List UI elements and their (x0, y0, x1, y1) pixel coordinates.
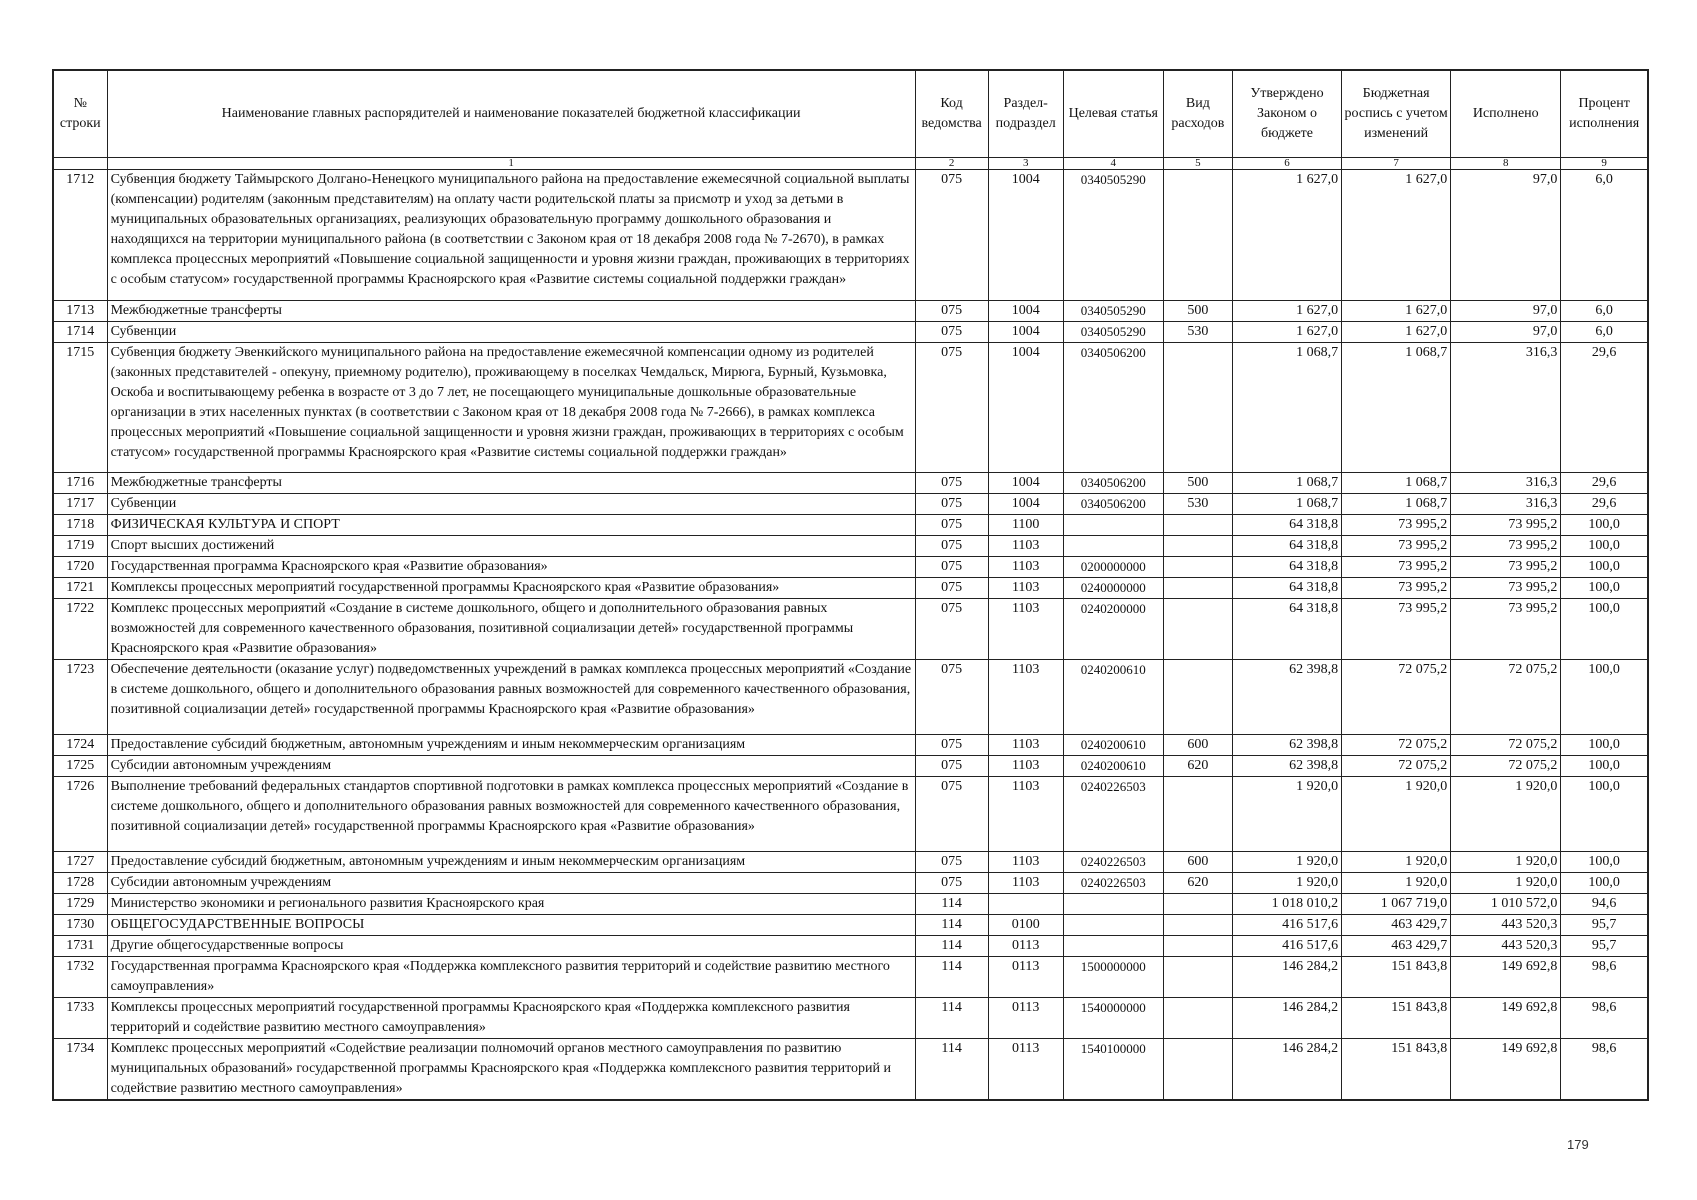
row-number: 1725 (53, 756, 107, 777)
executed-amount: 73 995,2 (1451, 536, 1561, 557)
approved-amount: 1 627,0 (1232, 300, 1341, 321)
executed-amount: 73 995,2 (1451, 515, 1561, 536)
execution-percent: 95,7 (1561, 936, 1648, 957)
execution-percent: 6,0 (1561, 170, 1648, 301)
table-row (53, 852, 1648, 873)
table-row (53, 342, 1648, 473)
executed-amount: 443 520,3 (1451, 915, 1561, 936)
department-code: 114 (915, 915, 988, 936)
executed-amount: 97,0 (1451, 321, 1561, 342)
budget-schedule-amount: 1 920,0 (1342, 852, 1451, 873)
section-code: 1103 (988, 735, 1063, 756)
approved-amount: 146 284,2 (1232, 1039, 1341, 1101)
approved-amount: 62 398,8 (1232, 735, 1341, 756)
approved-amount: 146 284,2 (1232, 998, 1341, 1039)
target-article (1063, 915, 1163, 936)
execution-percent: 94,6 (1561, 894, 1648, 915)
row-name: Государственная программа Красноярского края «Поддержка комплексного развития территорий и содействие развитию местного самоуправления» (107, 957, 915, 998)
expense-type: 620 (1163, 873, 1232, 894)
row-name: Комплекс процессных мероприятий «Создание в системе дошкольного, общего и дополнительного образования равных возможностей для современного качественного образования, позитивной социализации детей» государственной программы Красноярского края «Развитие образования» (107, 599, 915, 660)
section-code: 1103 (988, 777, 1063, 852)
executed-amount: 97,0 (1451, 300, 1561, 321)
approved-amount: 1 068,7 (1232, 342, 1341, 473)
row-name: Субсидии автономным учреждениям (107, 756, 915, 777)
section-code: 1103 (988, 660, 1063, 735)
row-number: 1733 (53, 998, 107, 1039)
budget-schedule-amount: 1 068,7 (1342, 473, 1451, 494)
budget-schedule-amount: 73 995,2 (1342, 599, 1451, 660)
executed-amount: 72 075,2 (1451, 735, 1561, 756)
row-number: 1726 (53, 777, 107, 852)
column-number: 1 (107, 158, 915, 170)
row-number: 1729 (53, 894, 107, 915)
department-code: 114 (915, 1039, 988, 1101)
budget-schedule-amount: 1 627,0 (1342, 170, 1451, 301)
section-code: 0113 (988, 936, 1063, 957)
column-number: 7 (1342, 158, 1451, 170)
execution-percent: 29,6 (1561, 494, 1648, 515)
section-code: 1004 (988, 342, 1063, 473)
target-article: 0240200610 (1063, 756, 1163, 777)
target-article: 1540100000 (1063, 1039, 1163, 1101)
row-number: 1715 (53, 342, 107, 473)
column-number: 6 (1232, 158, 1341, 170)
table-row (53, 536, 1648, 557)
approved-amount: 416 517,6 (1232, 915, 1341, 936)
budget-schedule-amount: 1 068,7 (1342, 494, 1451, 515)
column-number (53, 158, 107, 170)
table-row (53, 321, 1648, 342)
section-code (988, 894, 1063, 915)
expense-type: 600 (1163, 852, 1232, 873)
department-code: 075 (915, 170, 988, 301)
department-code: 075 (915, 735, 988, 756)
approved-amount: 62 398,8 (1232, 660, 1341, 735)
execution-percent: 98,6 (1561, 1039, 1648, 1101)
header-executed: Исполнено (1451, 70, 1561, 158)
header-target-article: Целевая статья (1063, 70, 1163, 158)
executed-amount: 72 075,2 (1451, 756, 1561, 777)
expense-type (1163, 894, 1232, 915)
table-row (53, 1039, 1648, 1101)
budget-schedule-amount: 1 627,0 (1342, 300, 1451, 321)
page-number: 179 (1567, 1137, 1589, 1152)
target-article: 1540000000 (1063, 998, 1163, 1039)
executed-amount: 316,3 (1451, 473, 1561, 494)
execution-percent: 100,0 (1561, 873, 1648, 894)
column-number: 4 (1063, 158, 1163, 170)
row-name: Предоставление субсидий бюджетным, автономным учреждениям и иным некоммерческим организациям (107, 852, 915, 873)
department-code: 075 (915, 321, 988, 342)
budget-execution-table (52, 69, 1649, 1101)
table-row (53, 957, 1648, 998)
table-row (53, 894, 1648, 915)
target-article: 0240200000 (1063, 599, 1163, 660)
row-name: Министерство экономики и регионального развития Красноярского края (107, 894, 915, 915)
executed-amount: 149 692,8 (1451, 957, 1561, 998)
row-number: 1713 (53, 300, 107, 321)
section-code: 1103 (988, 557, 1063, 578)
target-article: 0340505290 (1063, 170, 1163, 301)
execution-percent: 98,6 (1561, 957, 1648, 998)
budget-schedule-amount: 463 429,7 (1342, 936, 1451, 957)
column-number: 5 (1163, 158, 1232, 170)
section-code: 1103 (988, 578, 1063, 599)
row-name: Субвенции (107, 321, 915, 342)
executed-amount: 1 920,0 (1451, 873, 1561, 894)
execution-percent: 6,0 (1561, 300, 1648, 321)
target-article: 0240226503 (1063, 873, 1163, 894)
section-code: 1103 (988, 536, 1063, 557)
department-code: 075 (915, 473, 988, 494)
row-number: 1717 (53, 494, 107, 515)
row-name: Межбюджетные трансферты (107, 300, 915, 321)
table-row (53, 578, 1648, 599)
approved-amount: 1 627,0 (1232, 170, 1341, 301)
row-name: Другие общегосударственные вопросы (107, 936, 915, 957)
row-name: Субвенция бюджету Таймырского Долгано-Ненецкого муниципального района на предоставление ежемесячной социальной выплаты (компенсации) родителям (законным представителям) на оплату части родительской платы за присмотр и уход за детьми в муниципальных образовательных организациях, реализующих образовательную программу дошкольного образования и находящихся на территории муниципального района (в соответствии с Законом края от 18 декабря 2008 года № 7-2670), в рамках комплекса процессных мероприятий «Повышение социальной защищенности и уровня жизни граждан, проживающих в территориях с особым статусом» государственной программы Красноярского края «Развитие системы социальной поддержки граждан» (107, 170, 915, 301)
section-code: 1004 (988, 300, 1063, 321)
row-name: Спорт высших достижений (107, 536, 915, 557)
department-code: 075 (915, 536, 988, 557)
department-code: 075 (915, 342, 988, 473)
expense-type (1163, 915, 1232, 936)
approved-amount: 416 517,6 (1232, 936, 1341, 957)
row-number: 1727 (53, 852, 107, 873)
approved-amount: 146 284,2 (1232, 957, 1341, 998)
row-name: Комплекс процессных мероприятий «Содействие реализации полномочий органов местного самоуправления по развитию муниципальных образований» государственной программы Красноярского края «Поддержка комплексного развития территорий и содействие развитию местного самоуправления» (107, 1039, 915, 1101)
approved-amount: 1 920,0 (1232, 852, 1341, 873)
expense-type: 500 (1163, 300, 1232, 321)
header-percent: Процент исполнения (1561, 70, 1648, 158)
expense-type (1163, 998, 1232, 1039)
row-name: ФИЗИЧЕСКАЯ КУЛЬТУРА И СПОРТ (107, 515, 915, 536)
table-row (53, 557, 1648, 578)
approved-amount: 1 920,0 (1232, 777, 1341, 852)
table-row (53, 300, 1648, 321)
approved-amount: 64 318,8 (1232, 557, 1341, 578)
department-code: 114 (915, 998, 988, 1039)
column-number: 2 (915, 158, 988, 170)
row-name: Субвенции (107, 494, 915, 515)
department-code: 075 (915, 660, 988, 735)
budget-schedule-amount: 151 843,8 (1342, 1039, 1451, 1101)
executed-amount: 149 692,8 (1451, 1039, 1561, 1101)
row-number: 1734 (53, 1039, 107, 1101)
executed-amount: 1 010 572,0 (1451, 894, 1561, 915)
table-row (53, 494, 1648, 515)
table-row (53, 998, 1648, 1039)
column-number: 8 (1451, 158, 1561, 170)
table-row (53, 515, 1648, 536)
target-article: 0240000000 (1063, 578, 1163, 599)
row-number: 1724 (53, 735, 107, 756)
executed-amount: 73 995,2 (1451, 557, 1561, 578)
approved-amount: 64 318,8 (1232, 578, 1341, 599)
budget-schedule-amount: 1 920,0 (1342, 777, 1451, 852)
section-code: 1004 (988, 170, 1063, 301)
table-header (53, 70, 1648, 170)
table-row (53, 170, 1648, 301)
execution-percent: 100,0 (1561, 735, 1648, 756)
approved-amount: 64 318,8 (1232, 599, 1341, 660)
execution-percent: 100,0 (1561, 557, 1648, 578)
executed-amount: 316,3 (1451, 342, 1561, 473)
row-name: Комплексы процессных мероприятий государственной программы Красноярского края «Поддержка комплексного развития территорий и содействие развитию местного самоуправления» (107, 998, 915, 1039)
department-code: 075 (915, 494, 988, 515)
section-code: 1103 (988, 852, 1063, 873)
target-article: 0200000000 (1063, 557, 1163, 578)
row-number: 1731 (53, 936, 107, 957)
target-article: 0240200610 (1063, 660, 1163, 735)
budget-schedule-amount: 73 995,2 (1342, 578, 1451, 599)
target-article: 0340505290 (1063, 321, 1163, 342)
approved-amount: 1 018 010,2 (1232, 894, 1341, 915)
expense-type (1163, 936, 1232, 957)
expense-type (1163, 1039, 1232, 1101)
row-name: Государственная программа Красноярского края «Развитие образования» (107, 557, 915, 578)
executed-amount: 1 920,0 (1451, 852, 1561, 873)
department-code: 114 (915, 894, 988, 915)
budget-schedule-amount: 73 995,2 (1342, 515, 1451, 536)
execution-percent: 6,0 (1561, 321, 1648, 342)
row-number: 1728 (53, 873, 107, 894)
row-number: 1722 (53, 599, 107, 660)
row-name: Комплексы процессных мероприятий государственной программы Красноярского края «Развитие образования» (107, 578, 915, 599)
section-code: 1103 (988, 756, 1063, 777)
expense-type (1163, 957, 1232, 998)
row-name: Субвенция бюджету Эвенкийского муниципального района на предоставление ежемесячной компенсации одному из родителей (законных представителей - опекуну, приемному родителю), проживающему в поселках Чемдальск, Мирюга, Бурный, Кузьмовка, Оскоба и воспитывающему ребенка в возрасте от 3 до 7 лет, не посещающего муниципальные дошкольные образовательные организации в этих населенных пунктах (в соответствии с Законом края от 18 декабря 2008 года № 7-2666), в рамках комплекса процессных мероприятий «Повышение социальной защищенности и уровня жизни граждан, проживающих в территориях с особым статусом» государственной программы Красноярского края «Развитие системы социальной поддержки граждан» (107, 342, 915, 473)
section-code: 1004 (988, 494, 1063, 515)
table-row (53, 599, 1648, 660)
expense-type: 530 (1163, 494, 1232, 515)
execution-percent: 100,0 (1561, 777, 1648, 852)
budget-schedule-amount: 72 075,2 (1342, 735, 1451, 756)
row-number: 1720 (53, 557, 107, 578)
table-row (53, 660, 1648, 735)
approved-amount: 62 398,8 (1232, 756, 1341, 777)
execution-percent: 29,6 (1561, 342, 1648, 473)
row-number: 1730 (53, 915, 107, 936)
column-number: 3 (988, 158, 1063, 170)
header-expense-type: Вид расходов (1163, 70, 1232, 158)
row-name: Субсидии автономным учреждениям (107, 873, 915, 894)
target-article: 0240226503 (1063, 777, 1163, 852)
table-row (53, 936, 1648, 957)
section-code: 1103 (988, 873, 1063, 894)
table-row (53, 756, 1648, 777)
approved-amount: 1 627,0 (1232, 321, 1341, 342)
target-article: 0340506200 (1063, 473, 1163, 494)
execution-percent: 100,0 (1561, 756, 1648, 777)
row-number: 1714 (53, 321, 107, 342)
table-row (53, 915, 1648, 936)
execution-percent: 100,0 (1561, 660, 1648, 735)
executed-amount: 1 920,0 (1451, 777, 1561, 852)
budget-schedule-amount: 73 995,2 (1342, 536, 1451, 557)
row-number: 1716 (53, 473, 107, 494)
row-number: 1721 (53, 578, 107, 599)
budget-schedule-amount: 1 067 719,0 (1342, 894, 1451, 915)
budget-schedule-amount: 72 075,2 (1342, 756, 1451, 777)
expense-type (1163, 578, 1232, 599)
header-department-code: Код ведомства (915, 70, 988, 158)
section-code: 0113 (988, 957, 1063, 998)
table-row (53, 777, 1648, 852)
department-code: 075 (915, 557, 988, 578)
approved-amount: 64 318,8 (1232, 515, 1341, 536)
row-number: 1712 (53, 170, 107, 301)
section-code: 1103 (988, 599, 1063, 660)
section-code: 0113 (988, 1039, 1063, 1101)
department-code: 114 (915, 957, 988, 998)
budget-schedule-amount: 151 843,8 (1342, 998, 1451, 1039)
target-article: 0340506200 (1063, 494, 1163, 515)
expense-type (1163, 660, 1232, 735)
expense-type (1163, 342, 1232, 473)
header-row-number: № строки (53, 70, 107, 158)
section-code: 1004 (988, 473, 1063, 494)
executed-amount: 443 520,3 (1451, 936, 1561, 957)
execution-percent: 98,6 (1561, 998, 1648, 1039)
header-section: Раздел-подраздел (988, 70, 1063, 158)
executed-amount: 73 995,2 (1451, 599, 1561, 660)
expense-type (1163, 170, 1232, 301)
approved-amount: 64 318,8 (1232, 536, 1341, 557)
expense-type: 500 (1163, 473, 1232, 494)
row-number: 1719 (53, 536, 107, 557)
table-row (53, 473, 1648, 494)
department-code: 075 (915, 578, 988, 599)
budget-schedule-amount: 463 429,7 (1342, 915, 1451, 936)
department-code: 075 (915, 852, 988, 873)
execution-percent: 95,7 (1561, 915, 1648, 936)
executed-amount: 73 995,2 (1451, 578, 1561, 599)
section-code: 0113 (988, 998, 1063, 1039)
expense-type (1163, 536, 1232, 557)
header-approved: Утверждено Законом о бюджете (1232, 70, 1341, 158)
approved-amount: 1 068,7 (1232, 473, 1341, 494)
table-row (53, 735, 1648, 756)
expense-type: 530 (1163, 321, 1232, 342)
row-name: Межбюджетные трансферты (107, 473, 915, 494)
budget-schedule-amount: 73 995,2 (1342, 557, 1451, 578)
target-article (1063, 936, 1163, 957)
header-name: Наименование главных распорядителей и наименование показателей бюджетной классификации (107, 70, 915, 158)
row-name: Выполнение требований федеральных стандартов спортивной подготовки в рамках комплекса процессных мероприятий «Создание в системе дошкольного, общего и дополнительного образования равных возможностей для современного качественного образования, позитивной социализации детей» государственной программы Красноярского края «Развитие образования» (107, 777, 915, 852)
execution-percent: 100,0 (1561, 578, 1648, 599)
target-article (1063, 515, 1163, 536)
expense-type (1163, 777, 1232, 852)
executed-amount: 316,3 (1451, 494, 1561, 515)
column-number: 9 (1561, 158, 1648, 170)
row-number: 1723 (53, 660, 107, 735)
expense-type: 620 (1163, 756, 1232, 777)
execution-percent: 100,0 (1561, 536, 1648, 557)
row-number: 1732 (53, 957, 107, 998)
budget-schedule-amount: 72 075,2 (1342, 660, 1451, 735)
department-code: 075 (915, 873, 988, 894)
table-body (53, 170, 1648, 1101)
target-article: 0240226503 (1063, 852, 1163, 873)
execution-percent: 100,0 (1561, 515, 1648, 536)
expense-type (1163, 557, 1232, 578)
department-code: 075 (915, 515, 988, 536)
target-article: 0340506200 (1063, 342, 1163, 473)
executed-amount: 72 075,2 (1451, 660, 1561, 735)
target-article (1063, 536, 1163, 557)
department-code: 075 (915, 756, 988, 777)
section-code: 1004 (988, 321, 1063, 342)
executed-amount: 149 692,8 (1451, 998, 1561, 1039)
target-article: 0340505290 (1063, 300, 1163, 321)
expense-type (1163, 599, 1232, 660)
row-number: 1718 (53, 515, 107, 536)
budget-schedule-amount: 1 068,7 (1342, 342, 1451, 473)
table-row (53, 873, 1648, 894)
row-name: Предоставление субсидий бюджетным, автономным учреждениям и иным некоммерческим организациям (107, 735, 915, 756)
executed-amount: 97,0 (1451, 170, 1561, 301)
row-name: Обеспечение деятельности (оказание услуг) подведомственных учреждений в рамках комплекса процессных мероприятий «Создание в системе дошкольного, общего и дополнительного образования равных возможностей для современного качественного образования, позитивной социализации детей» государственной программы Красноярского края «Развитие образования» (107, 660, 915, 735)
column-number-row (53, 158, 1648, 170)
execution-percent: 100,0 (1561, 852, 1648, 873)
budget-schedule-amount: 1 627,0 (1342, 321, 1451, 342)
department-code: 114 (915, 936, 988, 957)
execution-percent: 100,0 (1561, 599, 1648, 660)
expense-type (1163, 515, 1232, 536)
execution-percent: 29,6 (1561, 473, 1648, 494)
budget-schedule-amount: 151 843,8 (1342, 957, 1451, 998)
target-article (1063, 894, 1163, 915)
expense-type: 600 (1163, 735, 1232, 756)
target-article: 0240200610 (1063, 735, 1163, 756)
approved-amount: 1 068,7 (1232, 494, 1341, 515)
department-code: 075 (915, 599, 988, 660)
budget-schedule-amount: 1 920,0 (1342, 873, 1451, 894)
department-code: 075 (915, 300, 988, 321)
section-code: 0100 (988, 915, 1063, 936)
header-budget-schedule: Бюджетная роспись с учетом изменений (1342, 70, 1451, 158)
section-code: 1100 (988, 515, 1063, 536)
target-article: 1500000000 (1063, 957, 1163, 998)
department-code: 075 (915, 777, 988, 852)
approved-amount: 1 920,0 (1232, 873, 1341, 894)
row-name: ОБЩЕГОСУДАРСТВЕННЫЕ ВОПРОСЫ (107, 915, 915, 936)
